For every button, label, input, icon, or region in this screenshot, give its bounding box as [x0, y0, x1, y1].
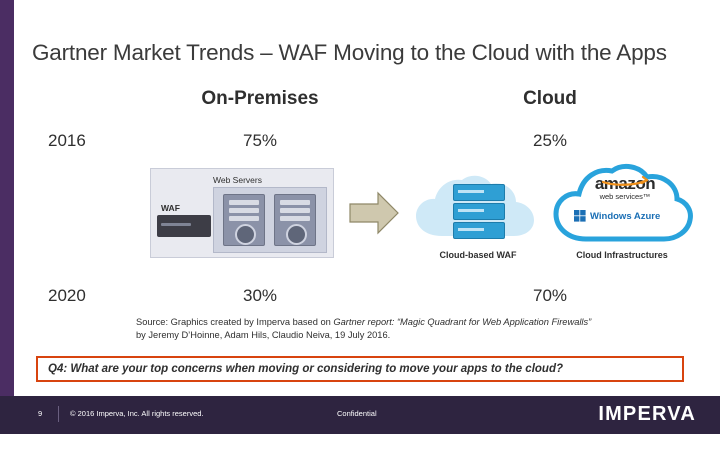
slide-footer [0, 396, 720, 434]
amazon-web-services-subtitle: web services™ [599, 192, 651, 201]
cloud-waf-servers-icon [453, 184, 505, 240]
page-title: Gartner Market Trends – WAF Moving to the Cloud with the Apps [32, 40, 667, 65]
source-line2: by Jeremy D’Hoinne, Adam Hils, Claudio Neiva, 19 July 2016. [136, 330, 391, 341]
on-premises-diagram [150, 168, 334, 258]
source-note [136, 316, 676, 343]
value-2020-cloud: 70% [532, 286, 568, 305]
cloud-based-waf-caption: Cloud-based WAF [439, 250, 517, 260]
column-header-on-premises: On-Premises [201, 88, 319, 109]
windows-azure-logo [572, 207, 676, 225]
confidential-label: Confidential [337, 409, 377, 418]
question-text: Q4: What are your top concerns when moving or considering to move your apps to the cloud? [48, 363, 564, 375]
value-2016-on-premises: 75% [242, 131, 278, 150]
windows-logo-icon [574, 210, 586, 222]
page-number: 9 [38, 409, 43, 418]
web-servers-label: Web Servers [213, 175, 262, 185]
web-server-group [213, 187, 327, 253]
cloud-infrastructures-caption: Cloud Infrastructures [576, 250, 668, 260]
amazon-wordmark: amazon [594, 174, 656, 193]
value-2020-on-premises: 30% [242, 286, 278, 305]
left-accent-bar [0, 0, 14, 460]
server-icon [274, 194, 316, 246]
row-label-2020: 2020 [48, 286, 86, 305]
cloud-infrastructures-diagram [550, 163, 695, 249]
row-label-2016: 2016 [48, 131, 86, 150]
amazon-swoosh-icon [602, 176, 648, 186]
waf-appliance-icon [157, 215, 211, 237]
column-header-cloud: Cloud [523, 88, 577, 109]
imperva-logo: IMPERVA [598, 403, 696, 425]
cloud-based-waf-diagram [408, 170, 548, 250]
bottom-white-strip [0, 434, 720, 460]
server-icon [223, 194, 265, 246]
right-arrow-icon [348, 190, 400, 236]
amazon-web-services-logo [586, 175, 664, 201]
question-callout-box [36, 356, 684, 382]
source-line1-prefix: Source: Graphics created by Imperva based on [136, 317, 334, 327]
copyright-text: © 2016 Imperva, Inc. All rights reserved. [70, 409, 204, 418]
waf-label: WAF [161, 203, 180, 213]
windows-azure-label: Windows Azure [590, 210, 661, 222]
value-2016-cloud: 25% [532, 131, 568, 150]
footer-divider [58, 406, 59, 422]
source-line1-report: Gartner report: “Magic Quadrant for Web Application Firewalls” [333, 317, 592, 327]
